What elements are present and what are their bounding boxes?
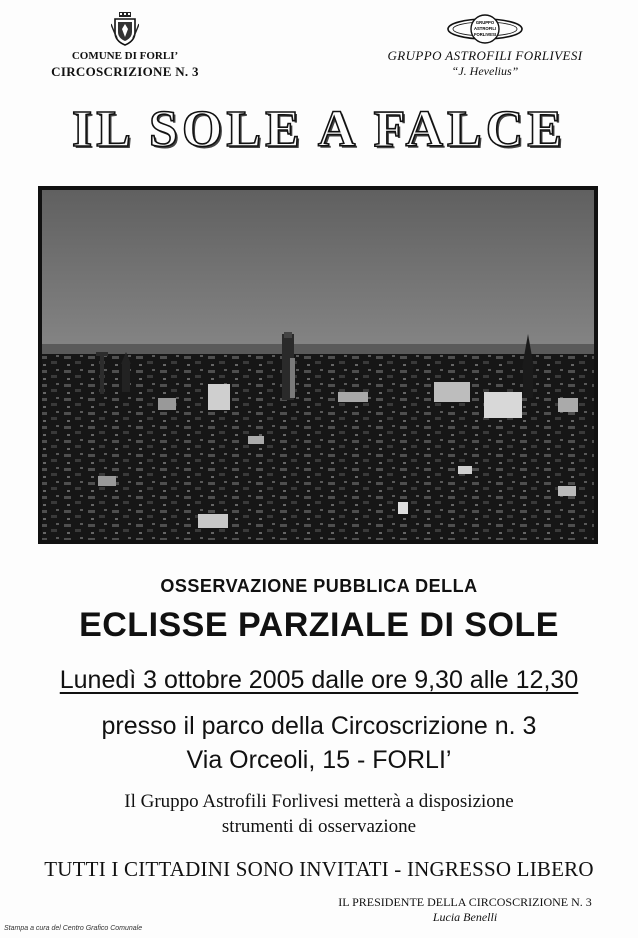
president-name: Lucia Benelli bbox=[432, 910, 498, 924]
page-title: IL SOLE A FALCE bbox=[72, 101, 566, 158]
saturn-logo-icon bbox=[446, 12, 524, 46]
event-description-line2: strumenti di osservazione bbox=[221, 816, 417, 837]
comune-name: COMUNE DI FORLI’ bbox=[71, 50, 179, 62]
event-date-time bbox=[0, 666, 638, 695]
logo-text-line2: ASTROFILI bbox=[473, 26, 497, 31]
event-subheading: OSSERVAZIONE PUBBLICA DELLA bbox=[160, 576, 478, 596]
gruppo-name: GRUPPO ASTROFILI FORLIVESI bbox=[387, 48, 583, 63]
event-date-time-text: Lunedì 3 ottobre 2005 dalle ore 9,30 alle 12,30 bbox=[59, 666, 579, 694]
municipal-crest-icon bbox=[111, 12, 139, 46]
print-credit: Stampa a cura del Centro Grafico Comunale bbox=[4, 925, 143, 932]
event-invite: TUTTI I CITTADINI SONO INVITATI - INGRESSO LIBERO bbox=[44, 857, 594, 881]
event-description-line1: Il Gruppo Astrofili Forlivesi metterà a disposizione bbox=[124, 791, 514, 812]
logo-text-line1: GRUPPO bbox=[475, 20, 495, 25]
circoscrizione-name: CIRCOSCRIZIONE N. 3 bbox=[51, 64, 199, 79]
president-title: IL PRESIDENTE DELLA CIRCOSCRIZIONE N. 3 bbox=[338, 895, 592, 909]
event-place-line2: Via Orceoli, 15 - FORLI’ bbox=[186, 746, 452, 774]
event-heading: ECLISSE PARZIALE DI SOLE bbox=[79, 606, 559, 644]
skyline-photo bbox=[38, 186, 598, 544]
event-place-line1: presso il parco della Circoscrizione n. 3 bbox=[101, 712, 537, 740]
logo-text-line3: FORLIVESI bbox=[473, 32, 497, 37]
gruppo-subtitle: “J. Hevelius” bbox=[451, 64, 519, 78]
